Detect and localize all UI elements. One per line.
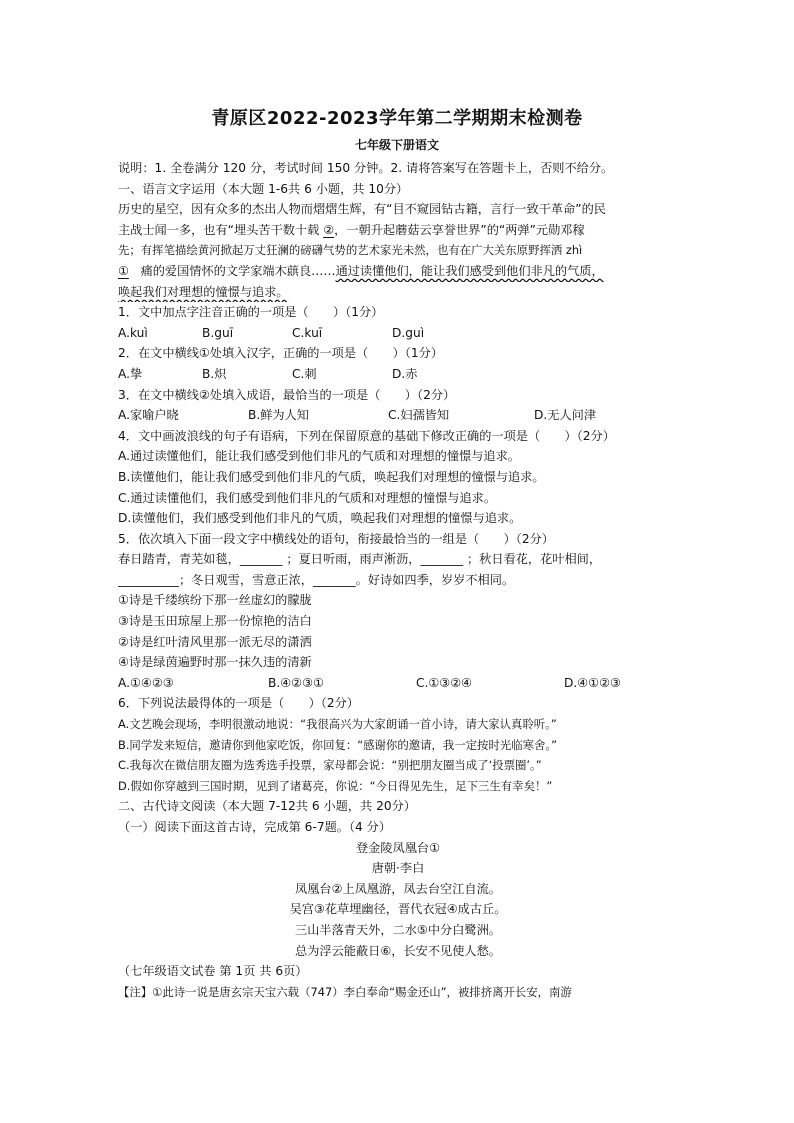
option-d: D.④①②③ <box>564 675 621 690</box>
option-d: D.无人问津 <box>534 408 597 423</box>
question-6-option-c: C.我每次在微信朋友圈为选秀选手投票，家母都会说：“别把朋友圈当成了‘投票圈’。” <box>118 758 542 773</box>
wavy-sentence: 唤起我们对理想的憧憬与追求。 <box>118 284 289 299</box>
option-c: C.kuī <box>292 325 323 340</box>
question-5-sentence: ④诗是绿茵遍野时那一抹久违的清新 <box>118 655 312 670</box>
question-4-option-c: C.通过读懂他们，我们感受到他们非凡的气质和对理想的憧憬与追求。 <box>118 490 497 505</box>
question-1: 1．文中加点字注音正确的一项是（ ）（1分） <box>118 305 384 320</box>
instructions: 说明：1. 全卷满分 120 分，考试时间 150 分钟。2. 请将答案写在答题卡上，否则不给分。 <box>118 161 614 175</box>
option-c: C.刺 <box>292 366 317 381</box>
option-c: C.①③②④ <box>416 675 473 690</box>
blank-2: ② <box>323 222 335 237</box>
section-heading-1: 一、语言文字运用（本大题 1-6共 6 小题，共 10分） <box>118 181 409 196</box>
question-5: 5．依次填入下面一段文字中横线处的语句，衔接最恰当的一组是（ ）（2分） <box>118 531 554 546</box>
passage-line: 先；有挥笔描绘黄河掀起万丈狂澜的磅礴气势的艺术家光未然，也有在广大关东原野挥洒 zhì <box>118 243 583 258</box>
question-5-passage: 春日踏青，青芜如毯，_______ ；夏日听雨，雨声淅沥，_______ ；秋日看花，花叶相间， <box>118 552 602 567</box>
question-2-options <box>118 364 688 385</box>
question-3: 3．在文中横线②处填入成语，最恰当的一项是（ ）（2分） <box>118 387 456 402</box>
poem-line: 总为浮云能蔽日⑥，长安不见使人愁。 <box>295 943 501 958</box>
question-4-option-d: D.读懂他们，我们感受到他们非凡的气质，唤起我们对理想的憧憬与追求。 <box>118 511 522 526</box>
option-d: D.赤 <box>392 366 418 381</box>
question-1-options <box>118 323 688 344</box>
question-5-sentence: ③诗是玉田琼屋上那一份惊艳的洁白 <box>118 614 312 629</box>
question-4: 4．文中画波浪线的句子有语病，下列在保留原意的基础下修改正确的一项是（ ）（2分） <box>118 428 615 443</box>
page-footer: （七年级语文试卷 第 1页 共 6页） <box>118 964 308 979</box>
passage-line <box>118 282 688 303</box>
question-6-option-a: A.文艺晚会现场，李明很激动地说：“我很高兴为大家朗诵一首小诗，请大家认真聆听。” <box>118 717 557 732</box>
option-a: A.kuì <box>118 325 148 340</box>
blank-1: ① <box>118 263 129 278</box>
poem-line: 三山半落青天外，二水⑤中分白鹭洲。 <box>295 922 501 937</box>
question-6-option-b: B.同学发来短信，邀请你到他家吃饭，你回复：“感谢你的邀请，我一定按时光临寒舍。” <box>118 737 557 752</box>
wavy-sentence: 通过读懂他们，能让我们感受到他们非凡的气质， <box>335 263 604 278</box>
poem-note: 【注】①此诗一说是唐玄宗天宝六载（747）李白奉命“赐金还山”，被排挤离开长安，南游 <box>118 984 572 999</box>
poem-title: 登金陵凤凰台① <box>355 840 441 855</box>
question-6-option-d: D.假如你穿越到三国时期，见到了诸葛亮，你说：“今日得见先生，足下三生有幸矣！” <box>118 778 553 793</box>
question-5-passage: __________；冬日观雪，雪意正浓，_______。好诗如四季，岁岁不相同。 <box>118 572 515 587</box>
option-b: B.鲜为人知 <box>248 408 309 423</box>
subsection-heading: （一）阅读下面这首古诗，完成第 6-7题。（4 分） <box>118 820 392 834</box>
question-5-sentence: ②诗是红叶清风里那一派无尽的潇洒 <box>118 634 312 649</box>
section-heading-2: 二、古代诗文阅读（本大题 7-12共 6 小题，共 20分） <box>118 799 416 814</box>
option-b: B.guī <box>202 325 234 340</box>
question-5-options <box>118 673 688 694</box>
exam-body <box>118 158 688 1002</box>
question-4-option-b: B.读懂他们，能让我们感受到他们非凡的气质，唤起我们对理想的憧憬与追求。 <box>118 469 545 484</box>
page-subtitle: 七年级下册语文 <box>354 138 439 152</box>
question-4-option-a: A.通过读懂他们，能让我们感受到他们非凡的气质和对理想的憧憬与追求。 <box>118 449 520 464</box>
option-b: B.④②③① <box>268 675 324 690</box>
poem-line: 凤凰台②上凤凰游，凤去台空江自流。 <box>295 881 501 896</box>
option-a: A.家喻户晓 <box>118 408 179 423</box>
question-6: 6．下列说法最得体的一项是（ ）（2分） <box>118 696 359 711</box>
question-2: 2．在文中横线①处填入汉字，正确的一项是（ ）（1分） <box>118 346 444 361</box>
option-b: B.炽 <box>202 366 227 381</box>
option-d: D.guì <box>392 325 425 340</box>
question-5-sentence: ①诗是千缕缤纷下那一丝虚幻的朦胧 <box>118 593 312 608</box>
question-3-options <box>118 405 688 426</box>
passage-line: 主战士闻一多，也有“埋头苦干数十载 ②，一朝升起蘑菇云享誉世界”的“两弹”元勋邓稼 <box>118 222 585 237</box>
option-a: A.①④②③ <box>118 675 174 690</box>
option-c: C.妇孺皆知 <box>388 408 450 423</box>
poem-author: 唐朝·李白 <box>371 861 425 876</box>
passage-line: ① 痛的爱国情怀的文学家端木蕻良……通过读懂他们，能让我们感受到他们非凡的气质， <box>118 263 604 278</box>
page-title: 青原区2022-2023学年第二学期期末检测卷 <box>211 108 583 129</box>
option-a: A.挚 <box>118 366 143 381</box>
passage-line: 历史的星空，因有众多的杰出人物而熠熠生辉，有“目不窥园钻古籍，言行一致干革命”的民 <box>118 202 606 217</box>
poem-line: 吴宫③花草埋幽径，晋代衣冠④成古丘。 <box>289 902 507 917</box>
